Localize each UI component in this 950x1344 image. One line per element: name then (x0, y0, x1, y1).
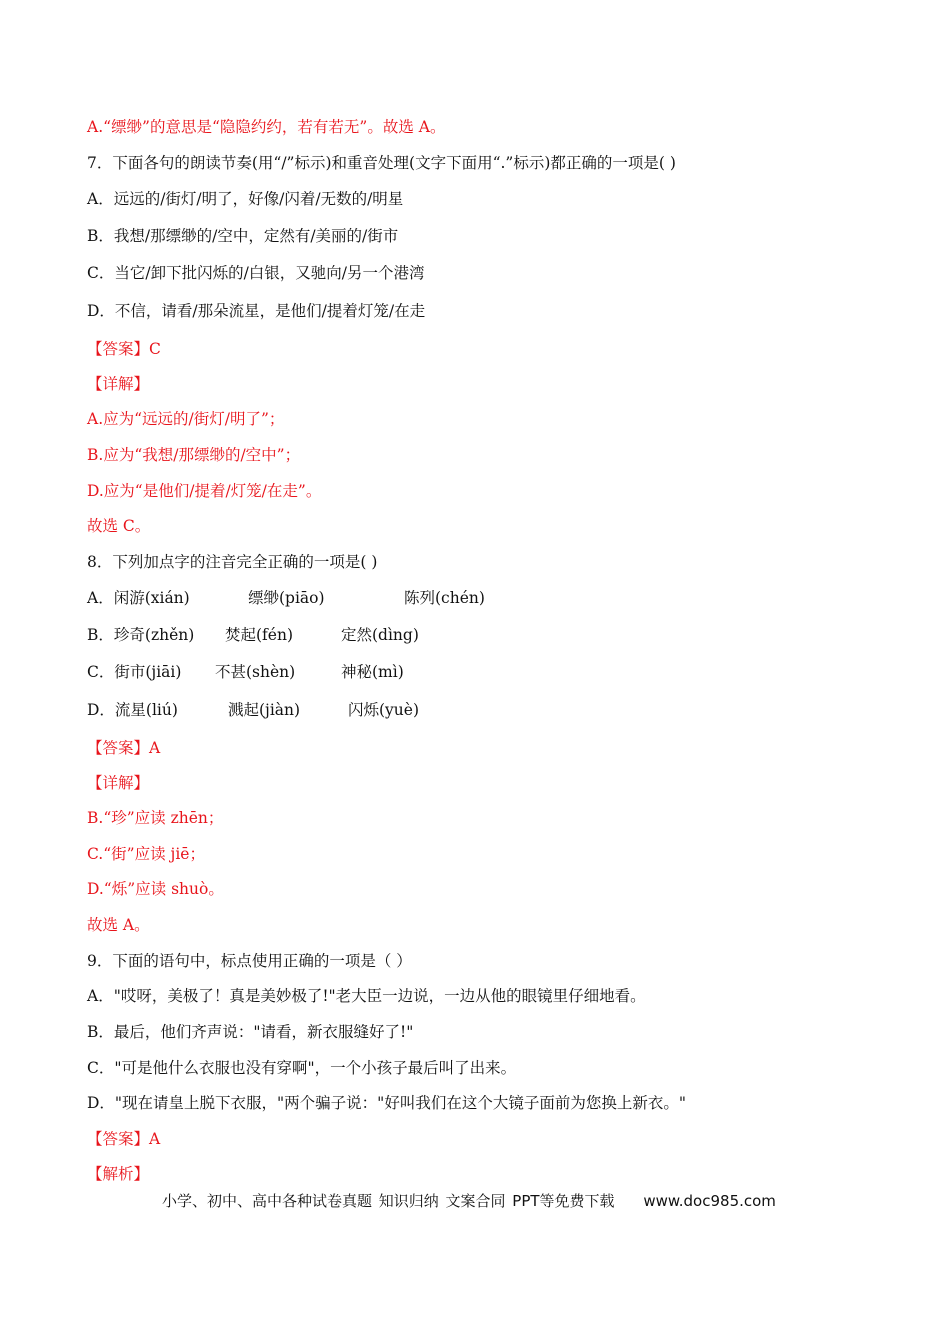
q7-explanation-heading: 【详解】 (87, 375, 150, 393)
q8-option-b-2: 焚起(fén) (225, 626, 293, 644)
q9-option-a: A．"哎呀，美极了！真是美妙极了!"老大臣一边说，一边从他的眼镜里仔细地看。 (87, 987, 646, 1005)
q8-option-c-2: 不甚(shèn) (215, 663, 296, 681)
q8-option-d-1: D．流星(liú) (87, 701, 178, 719)
q7-explanation-a: A.应为“远远的/街灯/明了”； (87, 410, 285, 428)
footer-text: 小学、初中、高中各种试卷真题 知识归纳 文案合同 PPT等免费下载 (162, 1192, 615, 1210)
page-footer (162, 1190, 776, 1211)
q8-option-a-2: 缥缈(piāo) (248, 589, 325, 607)
q9-option-c: C．"可是他什么衣服也没有穿啊"，一个小孩子最后叫了出来。 (87, 1059, 517, 1077)
q8-explanation-heading: 【详解】 (87, 774, 150, 792)
q7-explanation-b: B.应为“我想/那缥缈的/空中”； (87, 446, 301, 464)
q7-option-d: D．不信，请看/那朵流星，是他们/提着灯笼/在走 (87, 302, 426, 320)
footer-url[interactable]: www.doc985.com (643, 1192, 776, 1210)
q8-option-d-2: 溅起(jiàn) (228, 701, 301, 719)
q8-explanation-b: B.“珍”应读 zhēn； (87, 809, 224, 827)
q8-answer: 【答案】A (87, 739, 161, 757)
question-9: 9．下面的语句中，标点使用正确的一项是（ ） (87, 952, 412, 970)
q7-explanation-d: D.应为“是他们/提着/灯笼/在走”。 (87, 482, 322, 500)
question-8: 8．下列加点字的注音完全正确的一项是( ) (87, 553, 378, 571)
q9-option-b: B．最后，他们齐声说："请看，新衣服缝好了!" (87, 1023, 414, 1041)
question-7: 7．下面各句的朗读节奏(用“/”标示)和重音处理(文字下面用“.”标示)都正确的一项是( ) (87, 154, 676, 172)
q8-option-b-1: B．珍奇(zhěn) (87, 626, 195, 644)
q7-answer: 【答案】C (87, 340, 161, 358)
q9-option-d: D．"现在请皇上脱下衣服，"两个骗子说："好叫我们在这个大镜子面前为您换上新衣。" (87, 1094, 686, 1112)
q7-option-b: B．我想/那缥缈的/空中，定然有/美丽的/街市 (87, 227, 399, 245)
q9-analysis-heading: 【解析】 (87, 1165, 150, 1183)
q8-explanation-c: C.“街”应读 jiē； (87, 845, 205, 863)
q6-explanation-line: A.“缥缈”的意思是“隐隐约约，若有若无”。故选 A。 (87, 118, 446, 136)
q8-option-a-1: A．闲游(xián) (87, 589, 190, 607)
q8-option-d-3: 闪烁(yuè) (348, 701, 420, 719)
q8-option-a-3: 陈列(chén) (404, 589, 485, 607)
q8-explanation-d: D.“烁”应读 shuò。 (87, 880, 224, 898)
q8-selection: 故选 A。 (87, 916, 150, 934)
q7-option-a: A．远远的/街灯/明了，好像/闪着/无数的/明星 (87, 190, 404, 208)
q7-option-c: C．当它/卸下批闪烁的/白银，又驰向/另一个港湾 (87, 264, 425, 282)
q7-selection: 故选 C。 (87, 517, 151, 535)
q8-option-b-3: 定然(dìng) (341, 626, 419, 644)
q8-option-c-3: 神秘(mì) (341, 663, 404, 681)
q9-answer: 【答案】A (87, 1130, 161, 1148)
q8-option-c-1: C．街市(jiāi) (87, 663, 182, 681)
